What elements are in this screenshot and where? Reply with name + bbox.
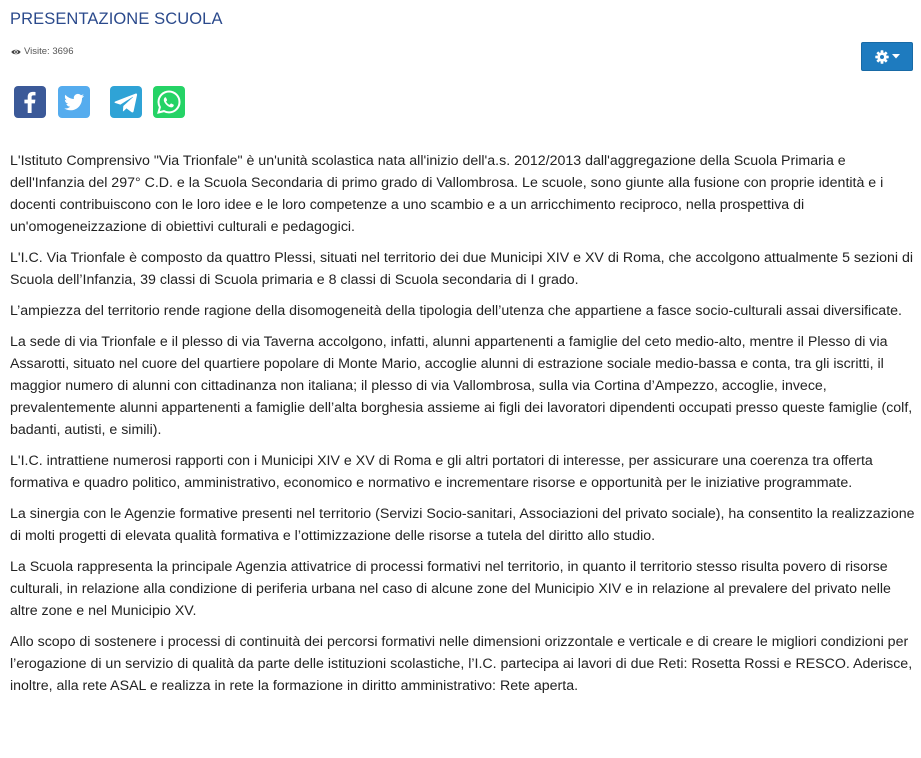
paragraph: Allo scopo di sostenere i processi di continuità dei percorsi formativi nelle dimensioni orizzontale e verticale e di creare le migliori condizioni per l’erogazione di un servizio di qualità da parte delle istituzioni scolastiche, l’I.C. partecipa ai lavori di due Reti: Rosetta Rossi e RESCO. Aderisce, inoltre, alla rete ASAL e realizza in rete la formazione in diritto amministrativo: Rete aperta.	[10, 634, 913, 694]
visits-label: Visite: 3696	[24, 46, 74, 57]
twitter-icon	[58, 86, 90, 118]
options-button[interactable]	[861, 42, 913, 71]
telegram-share-button[interactable]	[110, 86, 142, 118]
paragraph: L’ampiezza del territorio rende ragione della disomogeneità della tipologia dell’utenza che appartiene a fasce socio-culturali assai diversificate.	[10, 303, 902, 319]
paragraph: L'I.C. intrattiene numerosi rapporti con i Municipi XIV e XV di Roma e gli altri portatori di interesse, per assicurare una coerenza tra offerta formativa e quadro politico, amministrativo, economico e normativo e incrementare risorse e opportunità per le iniziative programmate.	[10, 453, 873, 491]
visits-counter	[11, 46, 73, 57]
eye-icon	[11, 48, 21, 56]
paragraph: La Scuola rappresenta la principale Agenzia attivatrice di processi formativi nel territorio, in quanto il territorio stesso risulta povero di risorse culturali, in relazione alla condizione di periferia urbana nel caso di alcune zone del Municipio XIV e in relazione al prevalere del privato nelle altre zone e nel Municipio XV.	[10, 559, 891, 619]
gear-icon	[875, 50, 889, 64]
twitter-share-button[interactable]	[58, 86, 90, 118]
page-title: PRESENTAZIONE SCUOLA	[10, 10, 223, 28]
paragraph: La sinergia con le Agenzie formative presenti nel territorio (Servizi Socio-sanitari, Associazioni del privato sociale), ha consentito la realizzazione di molti progetti di elevata qualità formativa e l’ottimizzazione delle risorse a tutela del diritto allo studio.	[10, 506, 915, 544]
caret-down-icon	[892, 54, 900, 59]
whatsapp-icon	[153, 86, 185, 118]
article-body	[10, 150, 915, 706]
paragraph: L'I.C. Via Trionfale è composto da quattro Plessi, situati nel territorio dei due Municipi XIV e XV di Roma, che accolgono attualmente 5 sezioni di Scuola dell’Infanzia, 39 classi di Scuola primaria e 8 classi di Scuola secondaria di I grado.	[10, 250, 914, 288]
facebook-icon	[14, 86, 46, 118]
telegram-icon	[110, 86, 142, 118]
whatsapp-share-button[interactable]	[153, 86, 185, 118]
paragraph: L'Istituto Comprensivo "Via Trionfale" è un'unità scolastica nata all'inizio dell'a.s. 2012/2013 dall'aggregazione della Scuola Primaria e dell'Infanzia del 297° C.D. e la Scuola Secondaria di primo grado di Vallombrosa. Le scuole, sono giunte alla fusione con proprie identità e i docenti contribuiscono con le loro idee e le loro competenze a uno scambio e a un arricchimento reciproco, nella prospettiva di un'omogeneizzazione di obiettivi culturali e pedagogici.	[10, 153, 884, 235]
paragraph: La sede di via Trionfale e il plesso di via Taverna accolgono, infatti, alunni appartenenti a famiglie del ceto medio-alto, mentre il Plesso di via Assarotti, situato nel cuore del quartiere popolare di Monte Mario, accoglie alunni di estrazione sociale medio-bassa e conta, tra gli iscritti, il maggior numero di alunni con cittadinanza non italiana; il plesso di via Vallombrosa, sulla via Cortina d’Ampezzo, accoglie, invece, prevalentemente alunni appartenenti a famiglie dell’alta borghesia assieme ai figli dei lavoratori dipendenti occupati presso queste famiglie (colf, badanti, autisti, e simili).	[10, 334, 913, 438]
facebook-share-button[interactable]	[14, 86, 46, 118]
